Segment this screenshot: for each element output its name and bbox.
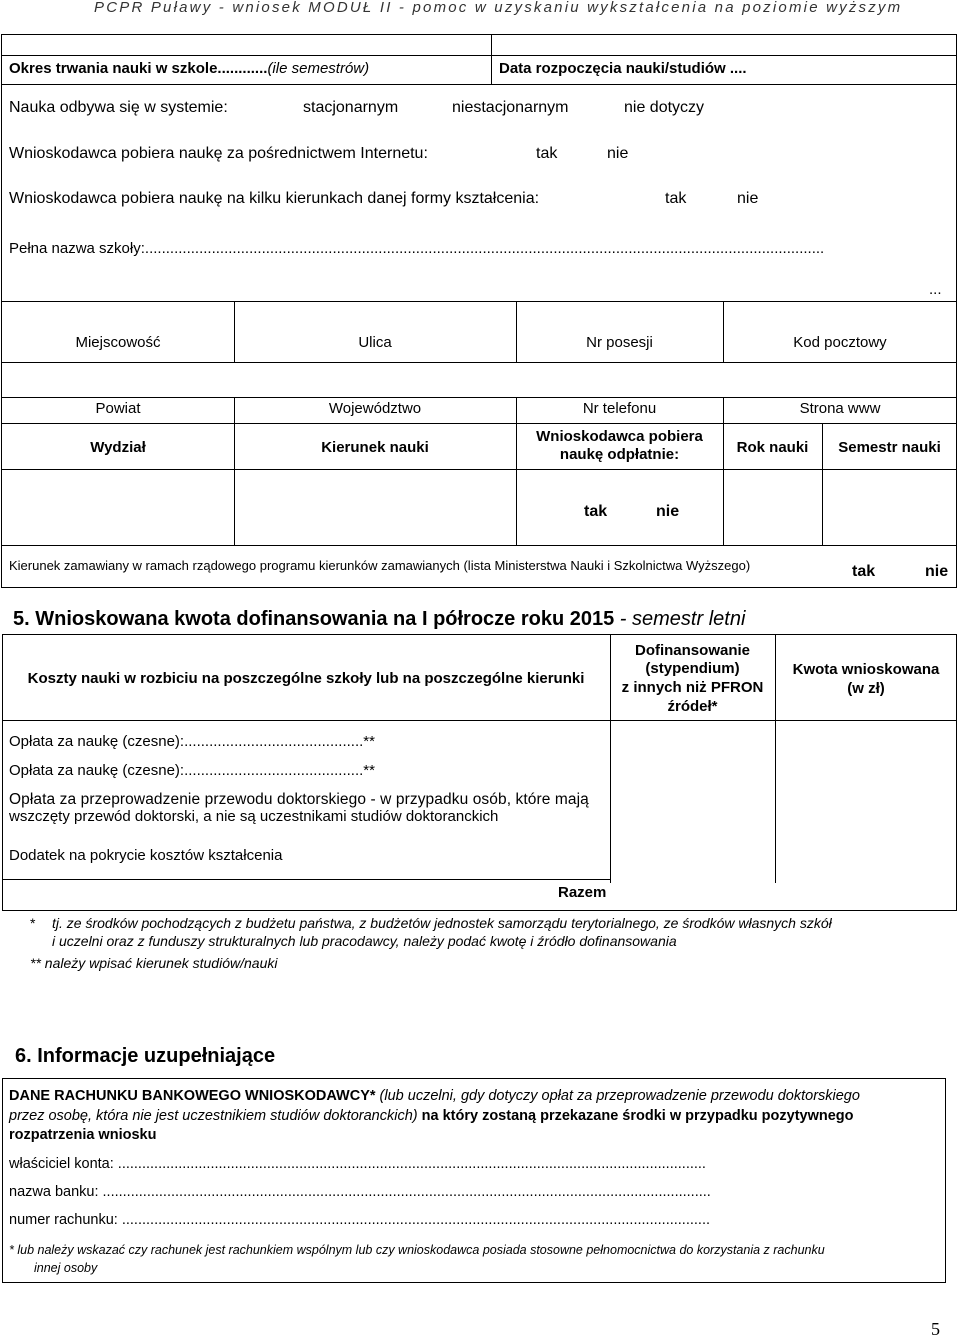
col-wojewodztwo: Województwo bbox=[328, 400, 422, 417]
col-nr-posesji: Nr posesji bbox=[586, 334, 653, 351]
col-nr-telefonu: Nr telefonu bbox=[582, 400, 657, 417]
system-label: Nauka odbywa się w systemie: bbox=[9, 99, 228, 116]
multi-yes-option[interactable]: tak bbox=[665, 190, 687, 207]
bank-note-line2: innej osoby bbox=[34, 1261, 98, 1275]
doctoral-row-1: Opłata za przeprowadzenie przewodu doktorskiego - w przypadku osób, które mają bbox=[9, 791, 589, 808]
note1-line2: i uczelni oraz z funduszy strukturalnych lub pracodawcy, należy podać kwotę i źródło dofinansowania bbox=[52, 933, 677, 949]
col-ulica: Ulica bbox=[358, 334, 392, 351]
total-label: Razem bbox=[558, 884, 607, 901]
system-option-nie-dotyczy[interactable]: nie dotyczy bbox=[624, 99, 705, 116]
note1-star: * bbox=[30, 915, 36, 931]
requested-header-2: (w zł) bbox=[847, 680, 885, 697]
col-kierunek: Kierunek nauki bbox=[321, 439, 429, 456]
col-odplatnie-1: Wnioskodawca pobiera bbox=[536, 428, 703, 445]
col-wydzial: Wydział bbox=[90, 439, 146, 456]
requested-header-1: Kwota wnioskowana bbox=[792, 661, 940, 678]
account-number-field[interactable]: numer rachunku: .................................................................................................................................................. bbox=[9, 1212, 711, 1228]
cofinancing-header-3: z innych niż PFRON bbox=[621, 679, 764, 696]
note1-line1: tj. ze środków pochodzących z budżetu państwa, z budżetów jednostek samorządu terytorialnego, ze środków własnych szkół bbox=[52, 915, 832, 931]
section4-frame bbox=[1, 34, 957, 588]
account-owner-field[interactable]: właściciel konta: .................................................................................................................................................. bbox=[9, 1156, 706, 1172]
internet-label: Wnioskodawca pobiera naukę za pośrednictwem Internetu: bbox=[9, 145, 428, 162]
multi-no-option[interactable]: nie bbox=[737, 190, 759, 207]
costs-header: Koszty nauki w rozbiciu na poszczególne szkoły lub na poszczególne kierunki bbox=[27, 670, 585, 687]
section6-heading: 6. Informacje uzupełniające bbox=[15, 1045, 276, 1067]
multi-course-label: Wnioskodawca pobiera naukę na kilku kierunkach danej formy kształcenia: bbox=[9, 190, 540, 207]
start-date-input[interactable]: .... bbox=[729, 60, 747, 77]
period-label: Okres trwania nauki w szkole............(ile semestrów) bbox=[9, 60, 370, 77]
section5-heading: 5. Wnioskowana kwota dofinansowania na I półrocze roku 2015 - semestr letni bbox=[13, 608, 746, 630]
ordered-no-option[interactable]: nie bbox=[925, 563, 949, 580]
bank-name-field[interactable]: nazwa banku: ....................................................................................................................................................... bbox=[9, 1184, 711, 1200]
cofinancing-header-4: źródeł* bbox=[667, 698, 718, 715]
ordered-yes-option[interactable]: tak bbox=[852, 563, 876, 580]
col-odplatnie-2: naukę odpłatnie: bbox=[559, 446, 680, 463]
bank-line-3: rozpatrzenia wniosku bbox=[9, 1127, 157, 1143]
page-header: PCPR Puławy - wniosek MODUŁ II - pomoc w uzyskaniu wykształcenia na poziomie wyższym bbox=[94, 0, 903, 16]
col-kod-pocztowy: Kod pocztowy bbox=[793, 334, 887, 351]
system-option-stacjonarny[interactable]: stacjonarnym bbox=[303, 99, 399, 116]
extra-allowance-row: Dodatek na pokrycie kosztów kształcenia bbox=[9, 847, 283, 864]
col-miejscowosc: Miejscowość bbox=[75, 334, 161, 351]
school-name-input[interactable]: ................................................................................................................................................................... bbox=[144, 240, 825, 257]
col-semestr: Semestr nauki bbox=[838, 439, 941, 456]
school-name-input-line2[interactable]: ... bbox=[929, 281, 942, 298]
period-input[interactable]: ............ bbox=[217, 60, 268, 77]
cofinancing-header-2: (stypendium) bbox=[645, 660, 740, 677]
cofinancing-header-1: Dofinansowanie bbox=[634, 642, 750, 659]
school-name-label: Pełna nazwa szkoły:................................................................................................................................................................... bbox=[9, 240, 825, 257]
bank-line-1: DANE RACHUNKU BANKOWEGO WNIOSKODAWCY* (lub uczelni, gdy dotyczy opłat za przeprowadzenie przewodu doktorskiego bbox=[9, 1088, 860, 1104]
paid-yes-option[interactable]: tak bbox=[584, 503, 608, 520]
col-rok-nauki: Rok nauki bbox=[736, 439, 809, 456]
tuition-row-2[interactable]: Opłata za naukę (czesne):...........................................** bbox=[9, 762, 375, 779]
doctoral-row-2: wszczęty przewód doktorski, a nie są uczestnikami studiów doktoranckich bbox=[9, 808, 499, 825]
tuition-row-1[interactable]: Opłata za naukę (czesne):...........................................** bbox=[9, 733, 375, 750]
internet-no-option[interactable]: nie bbox=[607, 145, 629, 162]
col-strona-www: Strona www bbox=[799, 400, 881, 417]
page-number: 5 bbox=[931, 1319, 940, 1339]
ordered-course-label: Kierunek zamawiany w ramach rządowego programu kierunków zamawianych (lista Ministerstwa Nauki i Szkolnictwa Wyższego) bbox=[9, 558, 751, 573]
bank-line-2: przez osobę, która nie jest uczestnikiem studiów doktoranckich) na który zostaną przekazane środki w przypadku pozytywnego bbox=[9, 1108, 854, 1124]
paid-no-option[interactable]: nie bbox=[656, 503, 680, 520]
note2: ** należy wpisać kierunek studiów/nauki bbox=[30, 955, 278, 971]
internet-yes-option[interactable]: tak bbox=[536, 145, 558, 162]
col-powiat: Powiat bbox=[95, 400, 141, 417]
system-option-niestacjonarny[interactable]: niestacjonarnym bbox=[452, 99, 569, 116]
bank-note-line1: * lub należy wskazać czy rachunek jest rachunkiem wspólnym lub czy wnioskodawca posiada stosowne pełnomocnictwa do korzystania z rachunku bbox=[9, 1243, 825, 1257]
start-date-label: Data rozpoczęcia nauki/studiów .... bbox=[499, 60, 747, 77]
